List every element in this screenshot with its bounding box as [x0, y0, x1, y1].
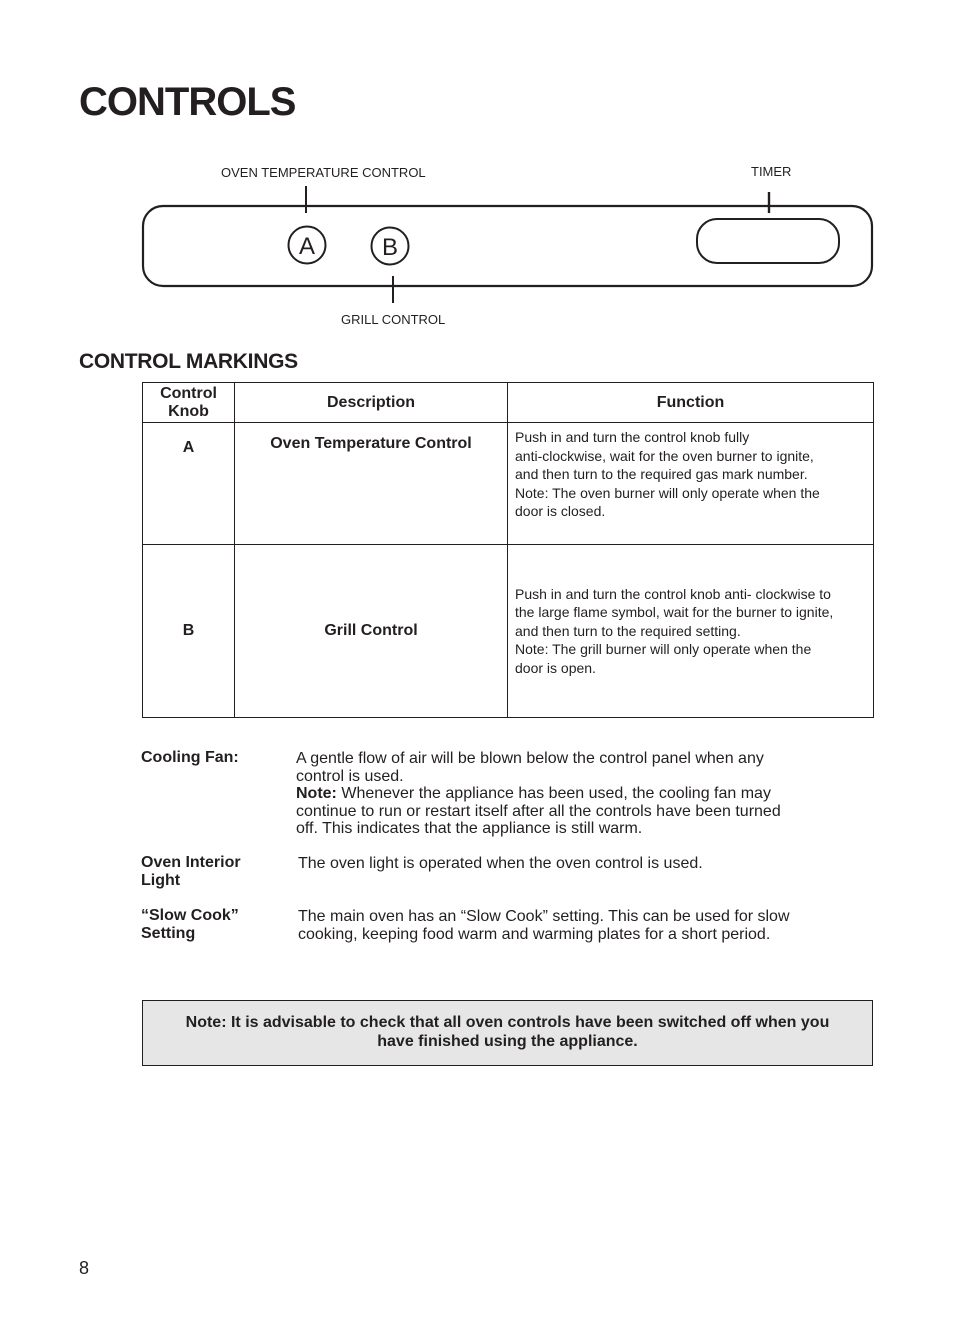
function-line: Push in and turn the control knob fully [515, 429, 750, 445]
cooling-fan-line: A gentle flow of air will be blown below the control panel when any [296, 750, 764, 767]
function-line: the large flame symbol, wait for the burner to ignite, [515, 604, 834, 621]
table-header-row [143, 383, 874, 423]
cooling-fan-description [296, 750, 866, 838]
note-label: Note: [296, 785, 337, 802]
header-control-knob-line1: Control [160, 384, 217, 402]
header-control-knob [143, 383, 235, 423]
control-markings-heading: CONTROL MARKINGS [79, 350, 298, 373]
slow-cook-line: The main oven has an “Slow Cook” setting. This can be used for slow [298, 908, 790, 925]
page-title: CONTROLS [79, 80, 296, 124]
cooling-fan-line: control is used. [296, 767, 404, 785]
slow-cook-term-line2: Setting [141, 925, 196, 942]
description-cell: Oven Temperature Control [235, 423, 508, 545]
safety-note-text [143, 1013, 872, 1051]
function-line: Note: The oven burner will only operate when the [515, 484, 820, 501]
oven-interior-light-term [141, 854, 241, 890]
table-row [143, 545, 874, 718]
timer-label: TIMER [751, 164, 792, 179]
safety-note-line: have finished using the appliance. [377, 1033, 638, 1050]
slow-cook-description [298, 908, 868, 943]
function-line: door is closed. [515, 503, 606, 519]
table-row [143, 423, 874, 545]
function-line: and then turn to the required gas mark number. [515, 466, 808, 482]
safety-note-box [142, 1000, 873, 1066]
function-line: Note: The grill burner will only operate when the [515, 641, 812, 658]
oven-interior-light-description: The oven light is operated when the oven control is used. [298, 855, 703, 872]
slow-cook-term-line1: “Slow Cook” [141, 907, 239, 924]
cooling-fan-term: Cooling Fan: [141, 749, 239, 766]
knob-b-letter: B [381, 234, 399, 261]
description-cell: Grill Control [235, 545, 508, 718]
oven-interior-light-term-line1: Oven Interior [141, 854, 241, 871]
knob-a-letter: A [298, 233, 316, 260]
cooling-fan-note-line [296, 785, 866, 803]
timer-display-outline [697, 219, 839, 263]
function-line: Push in and turn the control knob anti- clockwise to [515, 585, 831, 602]
cooling-fan-line: off. This indicates that the appliance is still warm. [296, 820, 643, 837]
control-markings-table [142, 382, 874, 718]
knob-cell: B [143, 545, 235, 718]
page-number: 8 [79, 1258, 90, 1278]
cooling-fan-line: continue to run or restart itself after all the controls have been turned [296, 802, 781, 820]
function-line: door is open. [515, 659, 596, 676]
function-line: and then turn to the required setting. [515, 622, 741, 639]
oven-interior-light-term-line2: Light [141, 872, 181, 889]
slow-cook-line: cooking, keeping food warm and warming plates for a short period. [298, 925, 771, 943]
safety-note-line: Note: It is advisable to check that all oven controls have been switched off when you [185, 1014, 830, 1031]
function-line: anti-clockwise, wait for the oven burner to ignite, [515, 447, 814, 464]
slow-cook-term [141, 907, 239, 943]
header-function: Function [508, 383, 874, 423]
function-cell [508, 423, 874, 545]
oven-temperature-control-label: OVEN TEMPERATURE CONTROL [221, 165, 426, 180]
function-cell [508, 545, 874, 718]
knob-cell: A [143, 423, 235, 545]
header-control-knob-line2: Knob [168, 402, 209, 420]
grill-control-label: GRILL CONTROL [341, 312, 446, 327]
control-panel-outline [0, 0, 954, 340]
cooling-fan-note-text: Whenever the appliance has been used, the cooling fan may [336, 785, 771, 802]
header-description: Description [235, 383, 508, 423]
